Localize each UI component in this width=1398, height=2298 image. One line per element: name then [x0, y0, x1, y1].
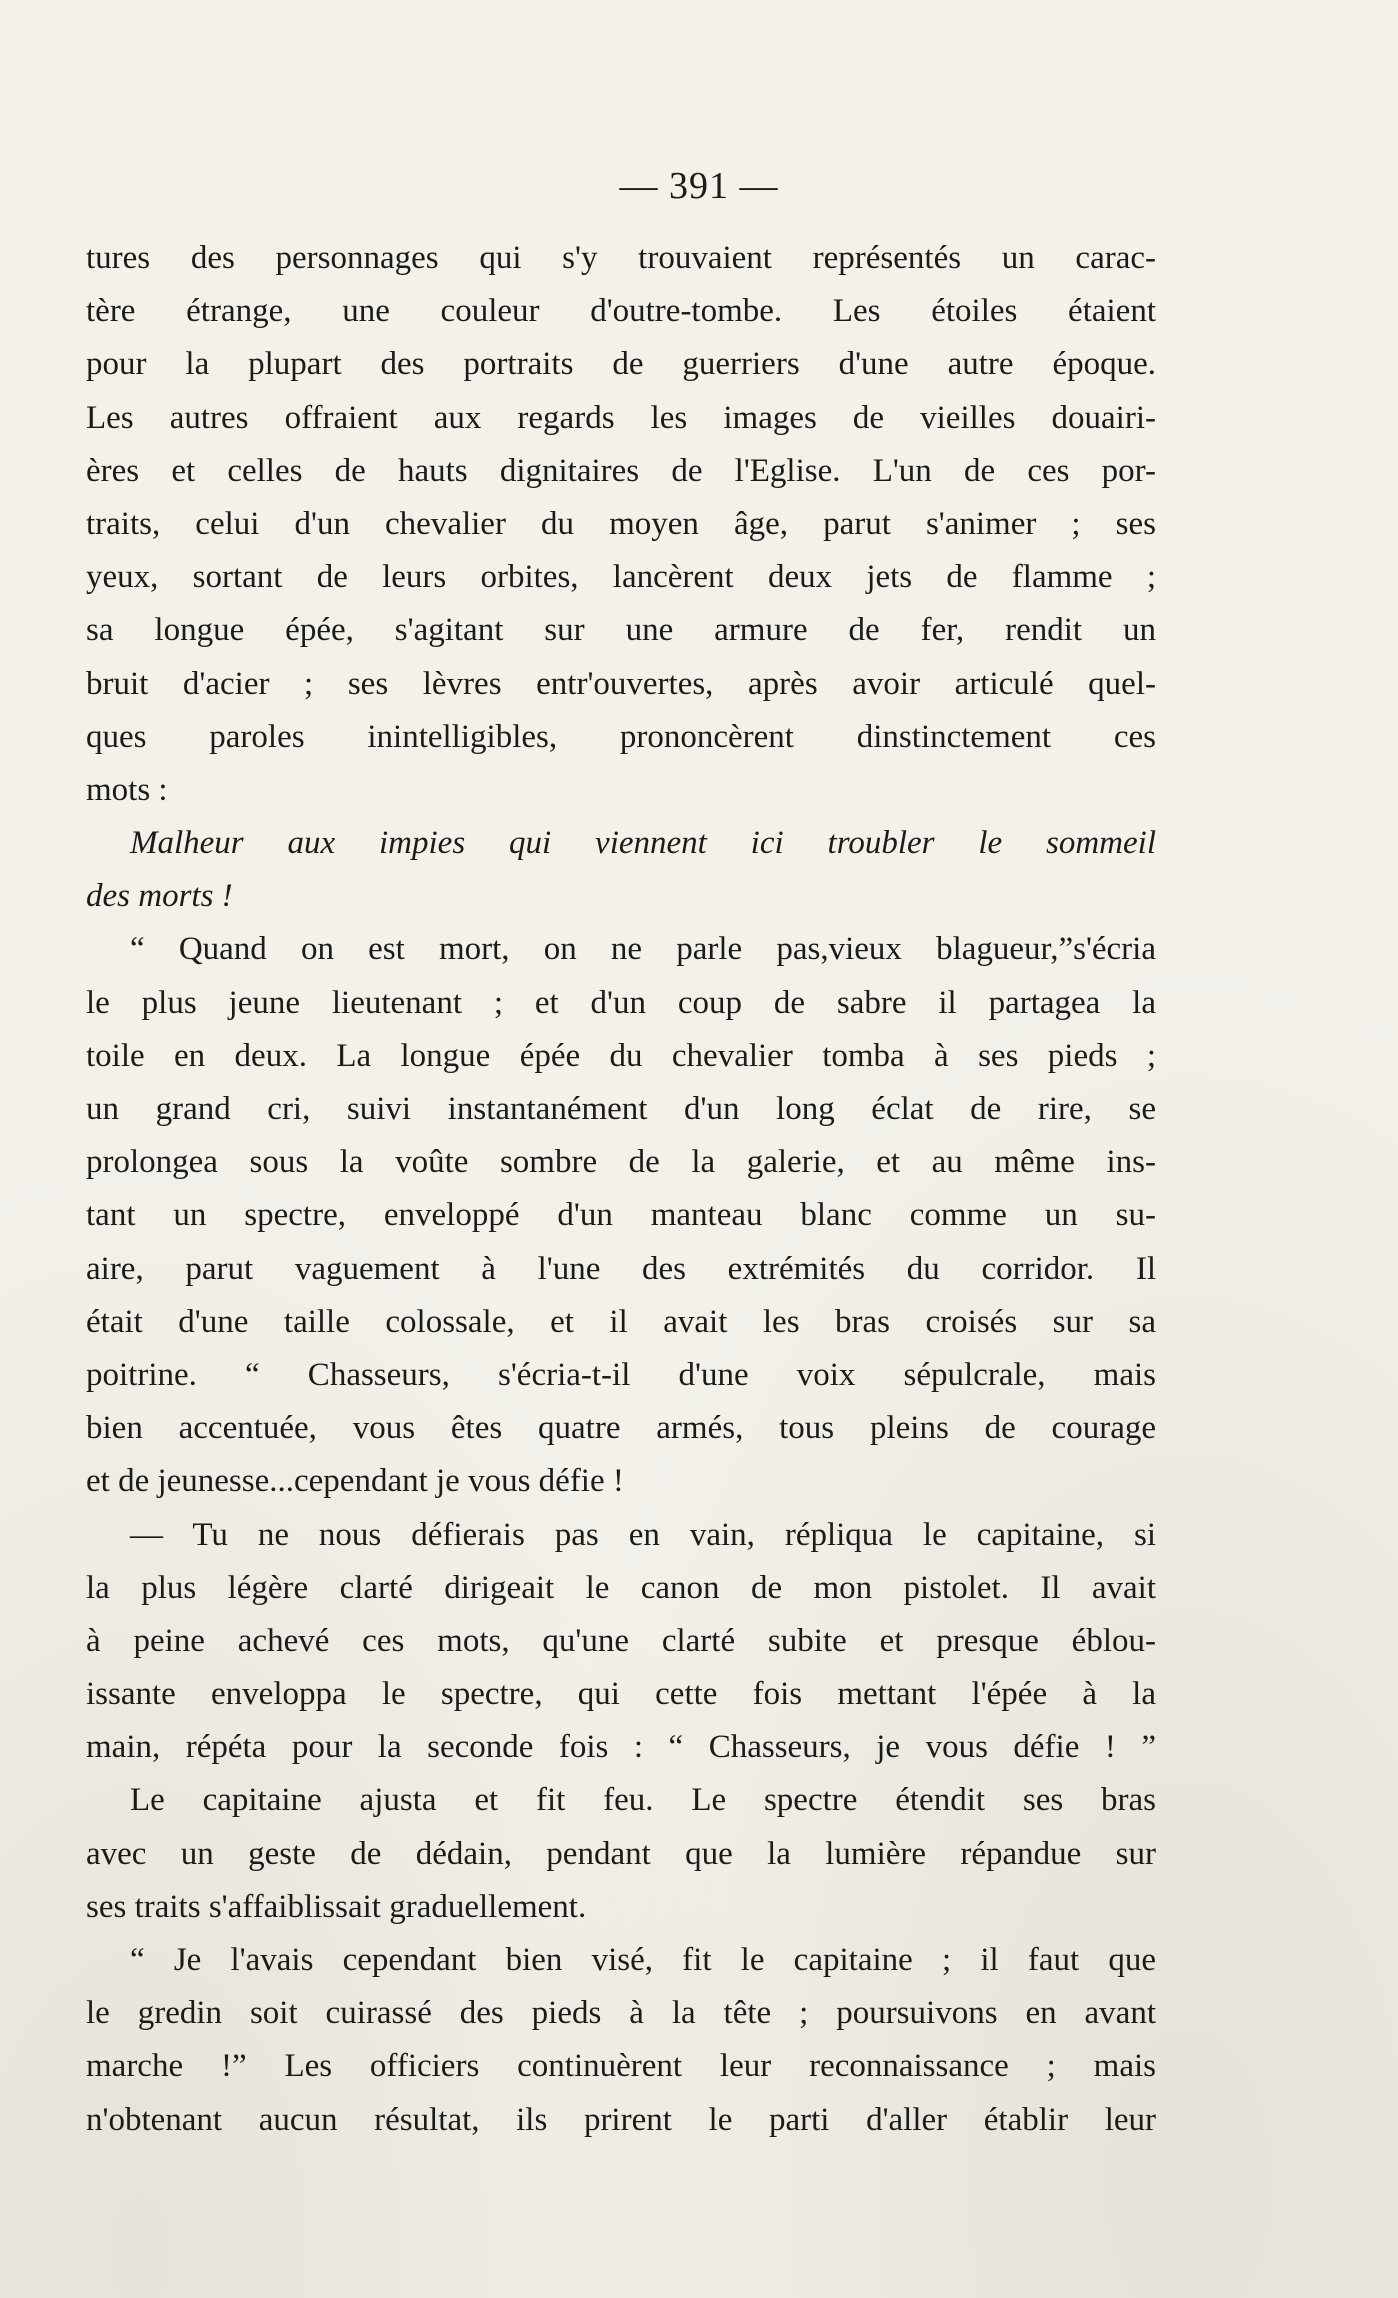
text-line: le gredin soit cuirassé des pieds à la tête ; poursuivons en avant: [86, 1995, 1156, 2032]
text-line: la plus légère clarté dirigeait le canon de mon pistolet. Il avait: [86, 1569, 1156, 1606]
text-line: tère étrange, une couleur d'outre-tombe. Les étoiles étaient: [86, 293, 1156, 330]
text-line: tures des personnages qui s'y trouvaient représentés un carac-: [86, 240, 1156, 276]
text-line: marche !” Les officiers continuèrent leur reconnaissance ; mais: [86, 2048, 1156, 2085]
text-line: à peine achevé ces mots, qu'une clarté subite et presque éblou-: [86, 1622, 1156, 1659]
text-line: Le capitaine ajusta et fit feu. Le spectre étendit ses bras: [130, 1782, 1156, 1819]
text-line: Les autres offraient aux regards les images de vieilles douairi-: [86, 399, 1156, 436]
text-line: le plus jeune lieutenant ; et d'un coup de sabre il partagea la: [86, 984, 1156, 1021]
text-line: des morts !: [86, 878, 233, 915]
text-line: n'obtenant aucun résultat, ils prirent le parti d'aller établir leur: [86, 2101, 1156, 2138]
text-line: poitrine. “ Chasseurs, s'écria-t-il d'une voix sépulcrale, mais: [86, 1356, 1156, 1393]
text-line: ses traits s'affaiblissait graduellement.: [86, 1888, 587, 1925]
text-line: bruit d'acier ; ses lèvres entr'ouvertes, après avoir articulé quel-: [86, 665, 1156, 702]
text-line: était d'une taille colossale, et il avait les bras croisés sur sa: [86, 1303, 1156, 1340]
text-line: avec un geste de dédain, pendant que la lumière répandue sur: [86, 1835, 1156, 1872]
text-line: toile en deux. La longue épée du chevalier tomba à ses pieds ;: [86, 1037, 1156, 1074]
text-line: “ Quand on est mort, on ne parle pas,vieux blagueur,”s'écria: [130, 931, 1156, 968]
text-line: pour la plupart des portraits de guerriers d'une autre époque.: [86, 346, 1156, 383]
text-line: aire, parut vaguement à l'une des extrémités du corridor. Il: [86, 1250, 1156, 1287]
text-line: issante enveloppa le spectre, qui cette fois mettant l'épée à la: [86, 1676, 1156, 1713]
text-line: et de jeunesse...cependant je vous défie !: [86, 1463, 624, 1500]
text-line: tant un spectre, enveloppé d'un manteau blanc comme un su-: [86, 1197, 1156, 1234]
text-line: un grand cri, suivi instantanément d'un long éclat de rire, se: [86, 1091, 1156, 1127]
text-line: sa longue épée, s'agitant sur une armure de fer, rendit un: [86, 612, 1156, 649]
text-line: prolongea sous la voûte sombre de la galerie, et au même ins-: [86, 1144, 1156, 1181]
text-line: — Tu ne nous défierais pas en vain, répliqua le capitaine, si: [130, 1516, 1156, 1553]
text-line: mots :: [86, 771, 168, 808]
text-line: traits, celui d'un chevalier du moyen âge, parut s'animer ; ses: [86, 505, 1156, 542]
body-text: [86, 232, 1156, 2147]
text-line: ques paroles inintelligibles, prononcèrent dinstinctement ces: [86, 718, 1156, 755]
text-line: ères et celles de hauts dignitaires de l'Eglise. L'un de ces por-: [86, 452, 1156, 489]
text-line: main, répéta pour la seconde fois : “ Chasseurs, je vous défie ! ”: [86, 1729, 1156, 1766]
text-line: yeux, sortant de leurs orbites, lancèrent deux jets de flamme ;: [86, 559, 1156, 596]
text-line: “ Je l'avais cependant bien visé, fit le capitaine ; il faut que: [130, 1942, 1156, 1978]
text-line: bien accentuée, vous êtes quatre armés, tous pleins de courage: [86, 1410, 1156, 1447]
text-line: Malheur aux impies qui viennent ici troubler le sommeil: [130, 825, 1156, 862]
page-number: — 391 —: [619, 165, 779, 207]
